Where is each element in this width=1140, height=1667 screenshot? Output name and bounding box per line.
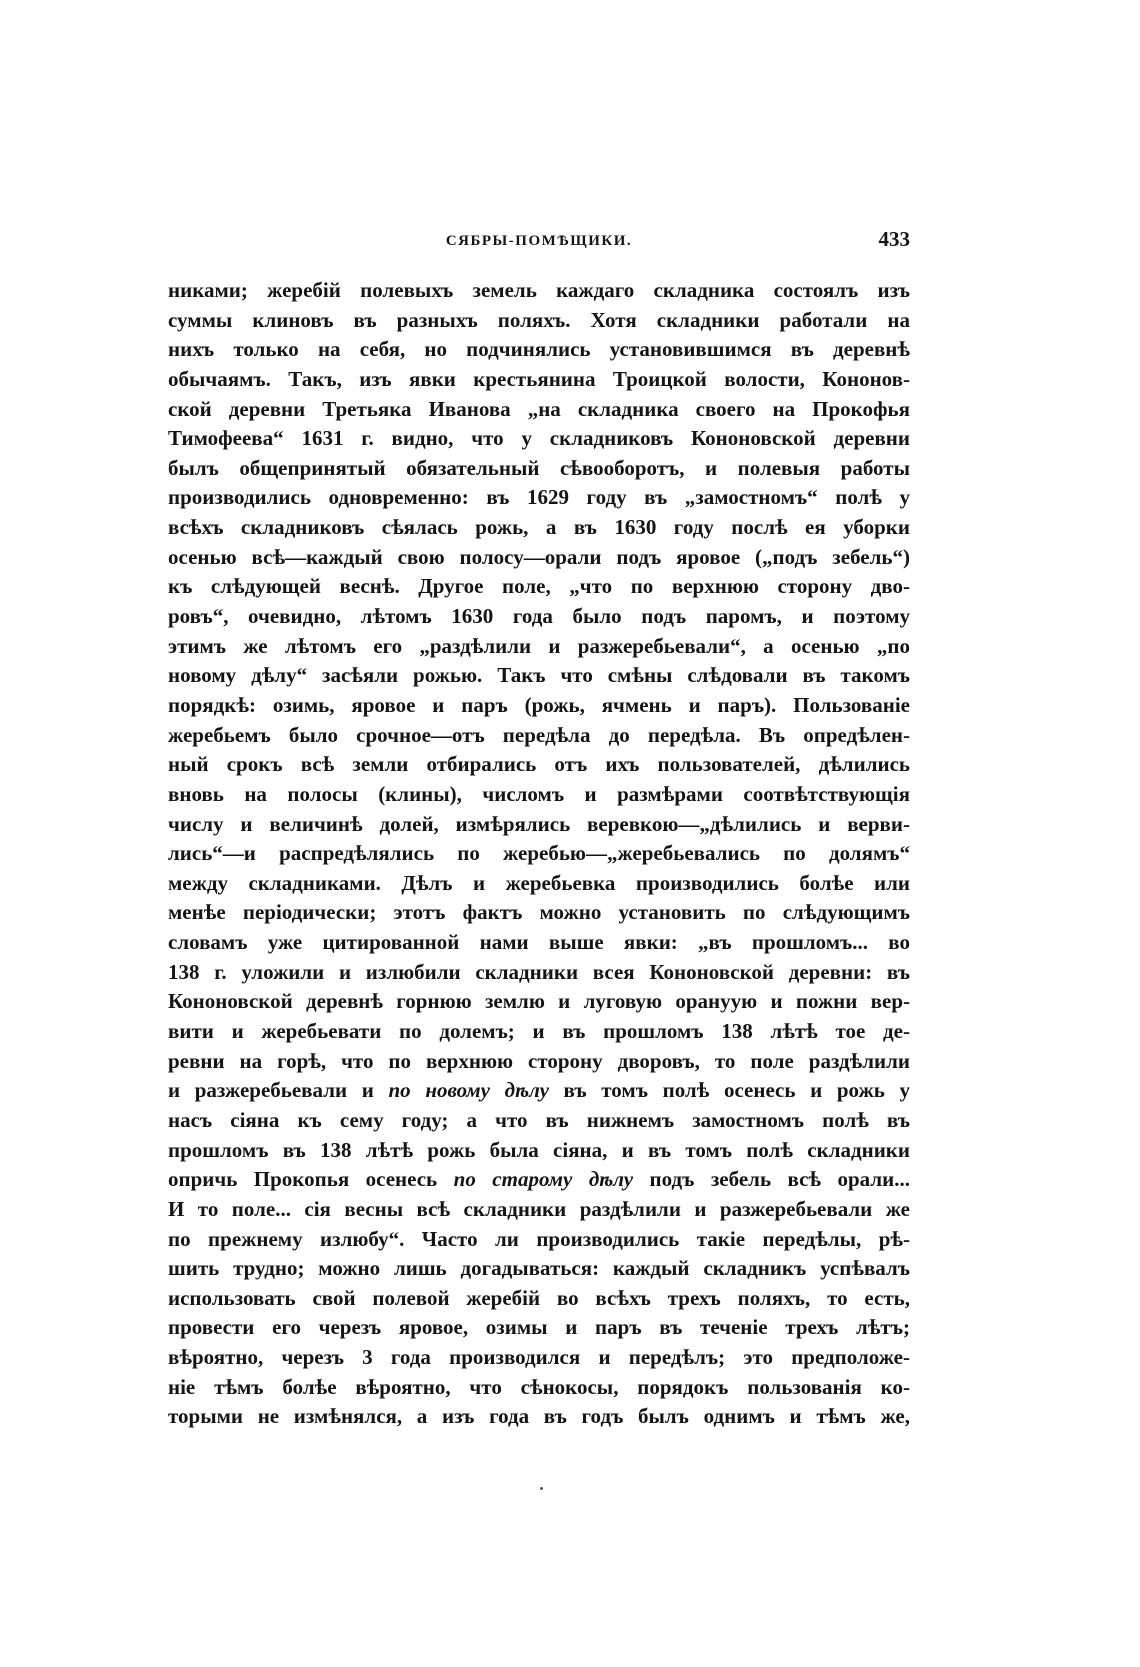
- print-speck: [540, 1487, 543, 1490]
- text-line: новому дѣлу“ засѣяли рожью. Такъ что смѣны слѣдовали въ такомъ: [168, 663, 910, 688]
- text-line: къ слѣдующей веснѣ. Другое поле, „что по верхнюю сторону дво-: [168, 574, 910, 599]
- text-line: по прежнему излюбу“. Часто ли производились такіе передѣлы, рѣ-: [168, 1226, 910, 1251]
- text-line: насъ сіяна къ сему году; а что въ нижнемъ замостномъ полѣ въ: [168, 1107, 910, 1132]
- text-line: вѣроятно, черезъ 3 года производился и передѣлъ; это предположе-: [168, 1345, 910, 1370]
- text-line: нихъ только на себя, но подчинялись установившимся въ деревнѣ: [168, 337, 910, 362]
- text-line: Кононовской деревнѣ горнюю землю и луговую орануую и пожни вер-: [168, 989, 910, 1014]
- text-line: Тимофеева“ 1631 г. видно, что у складниковъ Кононовской деревни: [168, 426, 910, 451]
- text-line: производились одновременно: въ 1629 году въ „замостномъ“ полѣ у: [168, 485, 910, 510]
- text-line: суммы клиновъ въ разныхъ поляхъ. Хотя складники работали на: [168, 307, 910, 332]
- italic-phrase: по старому дѣлу: [453, 1167, 634, 1192]
- text-line: ный срокъ всѣ земли отбирались отъ ихъ пользователей, дѣлились: [168, 752, 910, 777]
- text-line: жеребьемъ было срочное—отъ передѣла до передѣла. Въ опредѣлен-: [168, 722, 910, 747]
- text-line: прошломъ въ 138 лѣтѣ рожь была сіяна, и въ томъ полѣ складники: [168, 1137, 910, 1162]
- italic-phrase: по новому дѣлу: [388, 1078, 549, 1103]
- text-line: лись“—и распредѣлялись по жеребью—„жеребьевались по долямъ“: [168, 841, 910, 866]
- text-line: и разжеребьевали и по новому дѣлу въ томъ полѣ осенесь и рожь у: [168, 1078, 910, 1103]
- text-line: этимъ же лѣтомъ его „раздѣлили и разжеребьевали“, а осенью „по: [168, 633, 910, 658]
- text-line: порядкѣ: озимь, яровое и паръ (рожь, ячмень и паръ). Пользованіе: [168, 692, 910, 717]
- text-line: провести его черезъ яровое, озимы и паръ въ теченіе трехъ лѣтъ;: [168, 1315, 910, 1340]
- text-line: ской деревни Третьяка Иванова „на складника своего на Прокофья: [168, 396, 910, 421]
- text-line: И то поле... сія весны всѣ складники раздѣлили и разжеребьевали же: [168, 1196, 910, 1221]
- text-line: 138 г. уложили и излюбили складники всея Кононовской деревни: въ: [168, 959, 910, 984]
- text-line: вити и жеребьевати по долемъ; и въ прошломъ 138 лѣтѣ тое де-: [168, 1019, 910, 1044]
- text-line: всѣхъ складниковъ сѣялась рожь, а въ 1630 году послѣ ея уборки: [168, 515, 910, 540]
- text-line: менѣе періодически; этотъ фактъ можно установить по слѣдующимъ: [168, 900, 910, 925]
- text-line: использовать свой полевой жеребій во всѣхъ трехъ поляхъ, то есть,: [168, 1285, 910, 1310]
- text-line: числу и величинѣ долей, измѣрялись веревкою—„дѣлились и верви-: [168, 811, 910, 836]
- text-line: никами; жеребій полевыхъ земель каждаго складника состоялъ изъ: [168, 278, 910, 302]
- text-line: осенью всѣ—каждый свою полосу—орали подъ яровое („подъ зебель“): [168, 544, 910, 569]
- text-line: словамъ уже цитированной нами выше явки: „въ прошломъ... во: [168, 930, 910, 955]
- text-line: шить трудно; можно лишь догадываться: каждый складникъ успѣвалъ: [168, 1256, 910, 1281]
- body-text: [168, 276, 910, 1432]
- running-head: СЯБРЫ-ПОМѢЩИКИ.: [445, 233, 633, 249]
- page-header: [168, 227, 910, 257]
- text-line: опричь Прокопья осенесь по старому дѣлу подъ зебель всѣ орали...: [168, 1167, 910, 1192]
- text-line: ревни на горѣ, что по верхнюю сторону дворовъ, то поле раздѣлили: [168, 1048, 910, 1073]
- text-line: ніе тѣмъ болѣе вѣроятно, что сѣнокосы, порядокъ пользованія ко-: [168, 1374, 910, 1399]
- page-number: 433: [878, 227, 910, 251]
- text-line: былъ общепринятый обязательный сѣвооборотъ, и полевыя работы: [168, 455, 910, 480]
- text-line: вновь на полосы (клины), числомъ и размѣрами соотвѣтствующія: [168, 781, 910, 806]
- text-line: торыми не измѣнялся, а изъ года въ годъ былъ однимъ и тѣмъ же,: [168, 1404, 910, 1429]
- text-line: ровъ“, очевидно, лѣтомъ 1630 года было подъ паромъ, и поэтому: [168, 604, 910, 629]
- text-line: между складниками. Дѣлъ и жеребьевка производились болѣе или: [168, 870, 910, 895]
- text-line: обычаямъ. Такъ, изъ явки крестьянина Троицкой волости, Кононов-: [168, 366, 910, 391]
